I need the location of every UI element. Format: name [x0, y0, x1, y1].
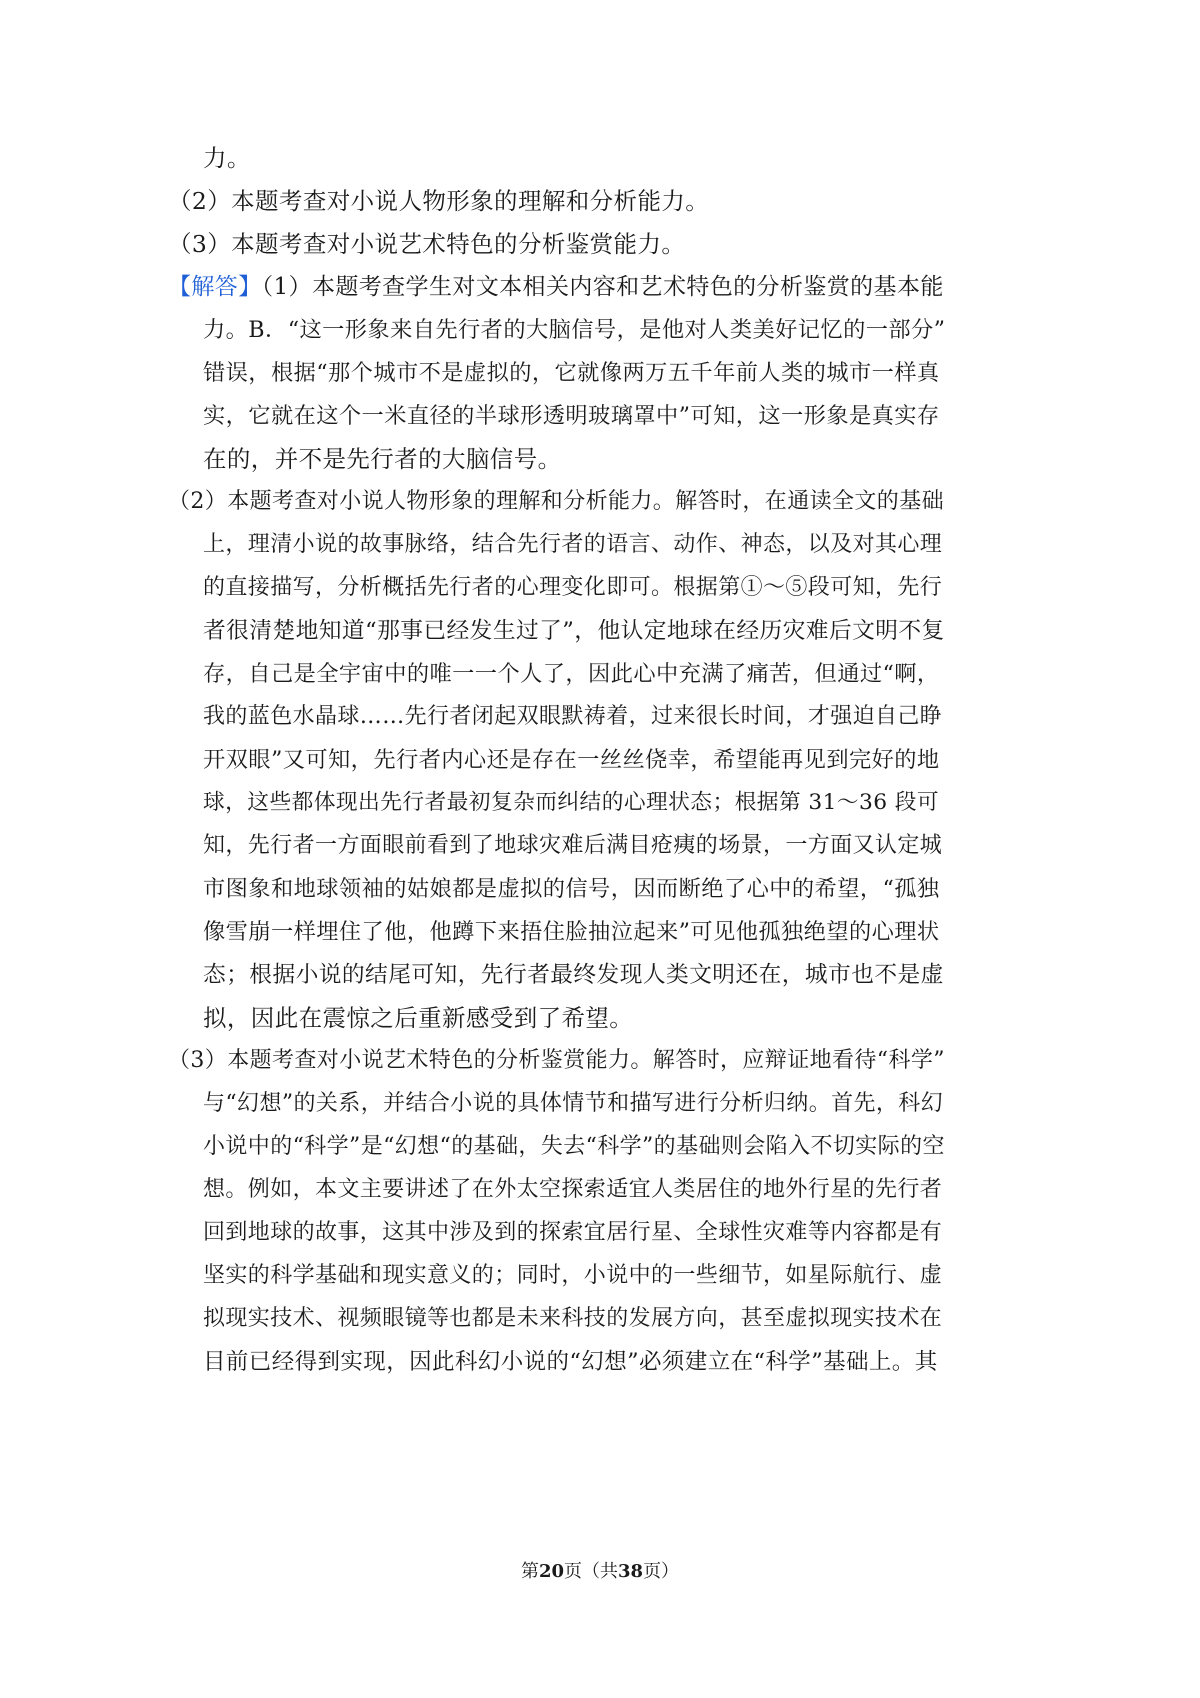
text-line: 知，先行者一方面眼前看到了地球灾难后满目疮痍的场景，一方面又认定城 [203, 833, 943, 858]
text-line: 存，自己是全宇宙中的唯一一个人了，因此心中充满了痛苦，但通过“啊， [203, 661, 940, 687]
text-line: 力。B．“这一形象来自先行者的大脑信号，是他对人类美好记忆的一部分” [203, 317, 946, 343]
text-line: （2）本题考查对小说人物形象的理解和分析能力。解答时，在通读全文的基础 [168, 489, 944, 514]
footer-mid: 页（共 [564, 1561, 618, 1582]
text-line: 小说中的“科学”是“幻想“的基础，失去“科学”的基础则会陷入不切实际的空 [203, 1134, 945, 1159]
text-line: 态；根据小说的结尾可知，先行者最终发现人类文明还在，城市也不是虚 [203, 962, 944, 988]
text-line: 的直接描写，分析概括先行者的心理变化即可。根据第①〜⑤段可知，先行 [203, 575, 943, 600]
text-line: （2）本题考查对小说人物形象的理解和分析能力。 [168, 187, 710, 215]
text-line: 开双眼”又可知，先行者内心还是存在一丝丝侥幸，希望能再见到完好的地 [203, 747, 940, 773]
text-line: 力。 [203, 144, 251, 172]
text-line: 在的，并不是先行者的大脑信号。 [203, 445, 562, 473]
page-footer [0, 1560, 1200, 1584]
text-line: 球，这些都体现出先行者最初复杂而纠结的心理状态；根据第 31〜36 段可 [203, 790, 940, 815]
text-line: 我的蓝色水晶球……先行者闭起双眼默祷着，过来很长时间，才强迫自己睁 [203, 704, 943, 729]
footer-total-pages: 38 [618, 1561, 644, 1582]
footer-prefix: 第 [520, 1561, 539, 1582]
answer-line [168, 272, 944, 302]
text-line: 回到地球的故事，这其中涉及到的探索宜居行星、全球性灾难等内容都是有 [203, 1220, 943, 1245]
text-line: 拟，因此在震惊之后重新感受到了希望。 [203, 1004, 634, 1032]
text-line: 实，它就在这个一米直径的半球形透明玻璃罩中”可知，这一形象是真实存 [203, 403, 940, 429]
text-line: 市图象和地球领袖的姑娘都是虚拟的信号，因而断绝了心中的希望，“孤独 [203, 876, 940, 902]
text-line: 拟现实技术、视频眼镜等也都是未来科技的发展方向，甚至虚拟现实技术在 [203, 1306, 943, 1331]
text-line: 坚实的科学基础和现实意义的；同时，小说中的一些细节，如星际航行、虚 [203, 1263, 943, 1288]
footer-page-number: 20 [538, 1561, 564, 1582]
text-line: 像雪崩一样埋住了他，他蹲下来捂住脸抽泣起来”可见他孤独绝望的心理状 [203, 919, 940, 945]
answer-tag: 【解答】 [168, 274, 262, 300]
text-line: 与“幻想”的关系，并结合小说的具体情节和描写进行分析归纳。首先，科幻 [203, 1091, 944, 1116]
text-line: 上，理清小说的故事脉络，结合先行者的语言、动作、神态，以及对其心理 [203, 532, 943, 557]
text-line: 者很清楚地知道“那事已经发生过了”，他认定地球在经历灾难后文明不复 [203, 618, 945, 644]
text-line: 目前已经得到实现，因此科幻小说的“幻想”必须建立在“科学”基础上。其 [203, 1349, 938, 1375]
footer-suffix: 页） [643, 1561, 680, 1582]
text-line: （1）本题考查学生对文本相关内容和艺术特色的分析鉴赏的基本能 [261, 274, 944, 300]
text-line: （3）本题考查对小说艺术特色的分析鉴赏能力。 [168, 230, 686, 258]
text-line: 错误，根据“那个城市不是虚拟的，它就像两万五千年前人类的城市一样真 [203, 360, 940, 386]
text-line: 想。例如，本文主要讲述了在外太空探索适宜人类居住的地外行星的先行者 [203, 1177, 943, 1202]
text-line: （3）本题考查对小说艺术特色的分析鉴赏能力。解答时，应辩证地看待“科学” [168, 1048, 945, 1073]
